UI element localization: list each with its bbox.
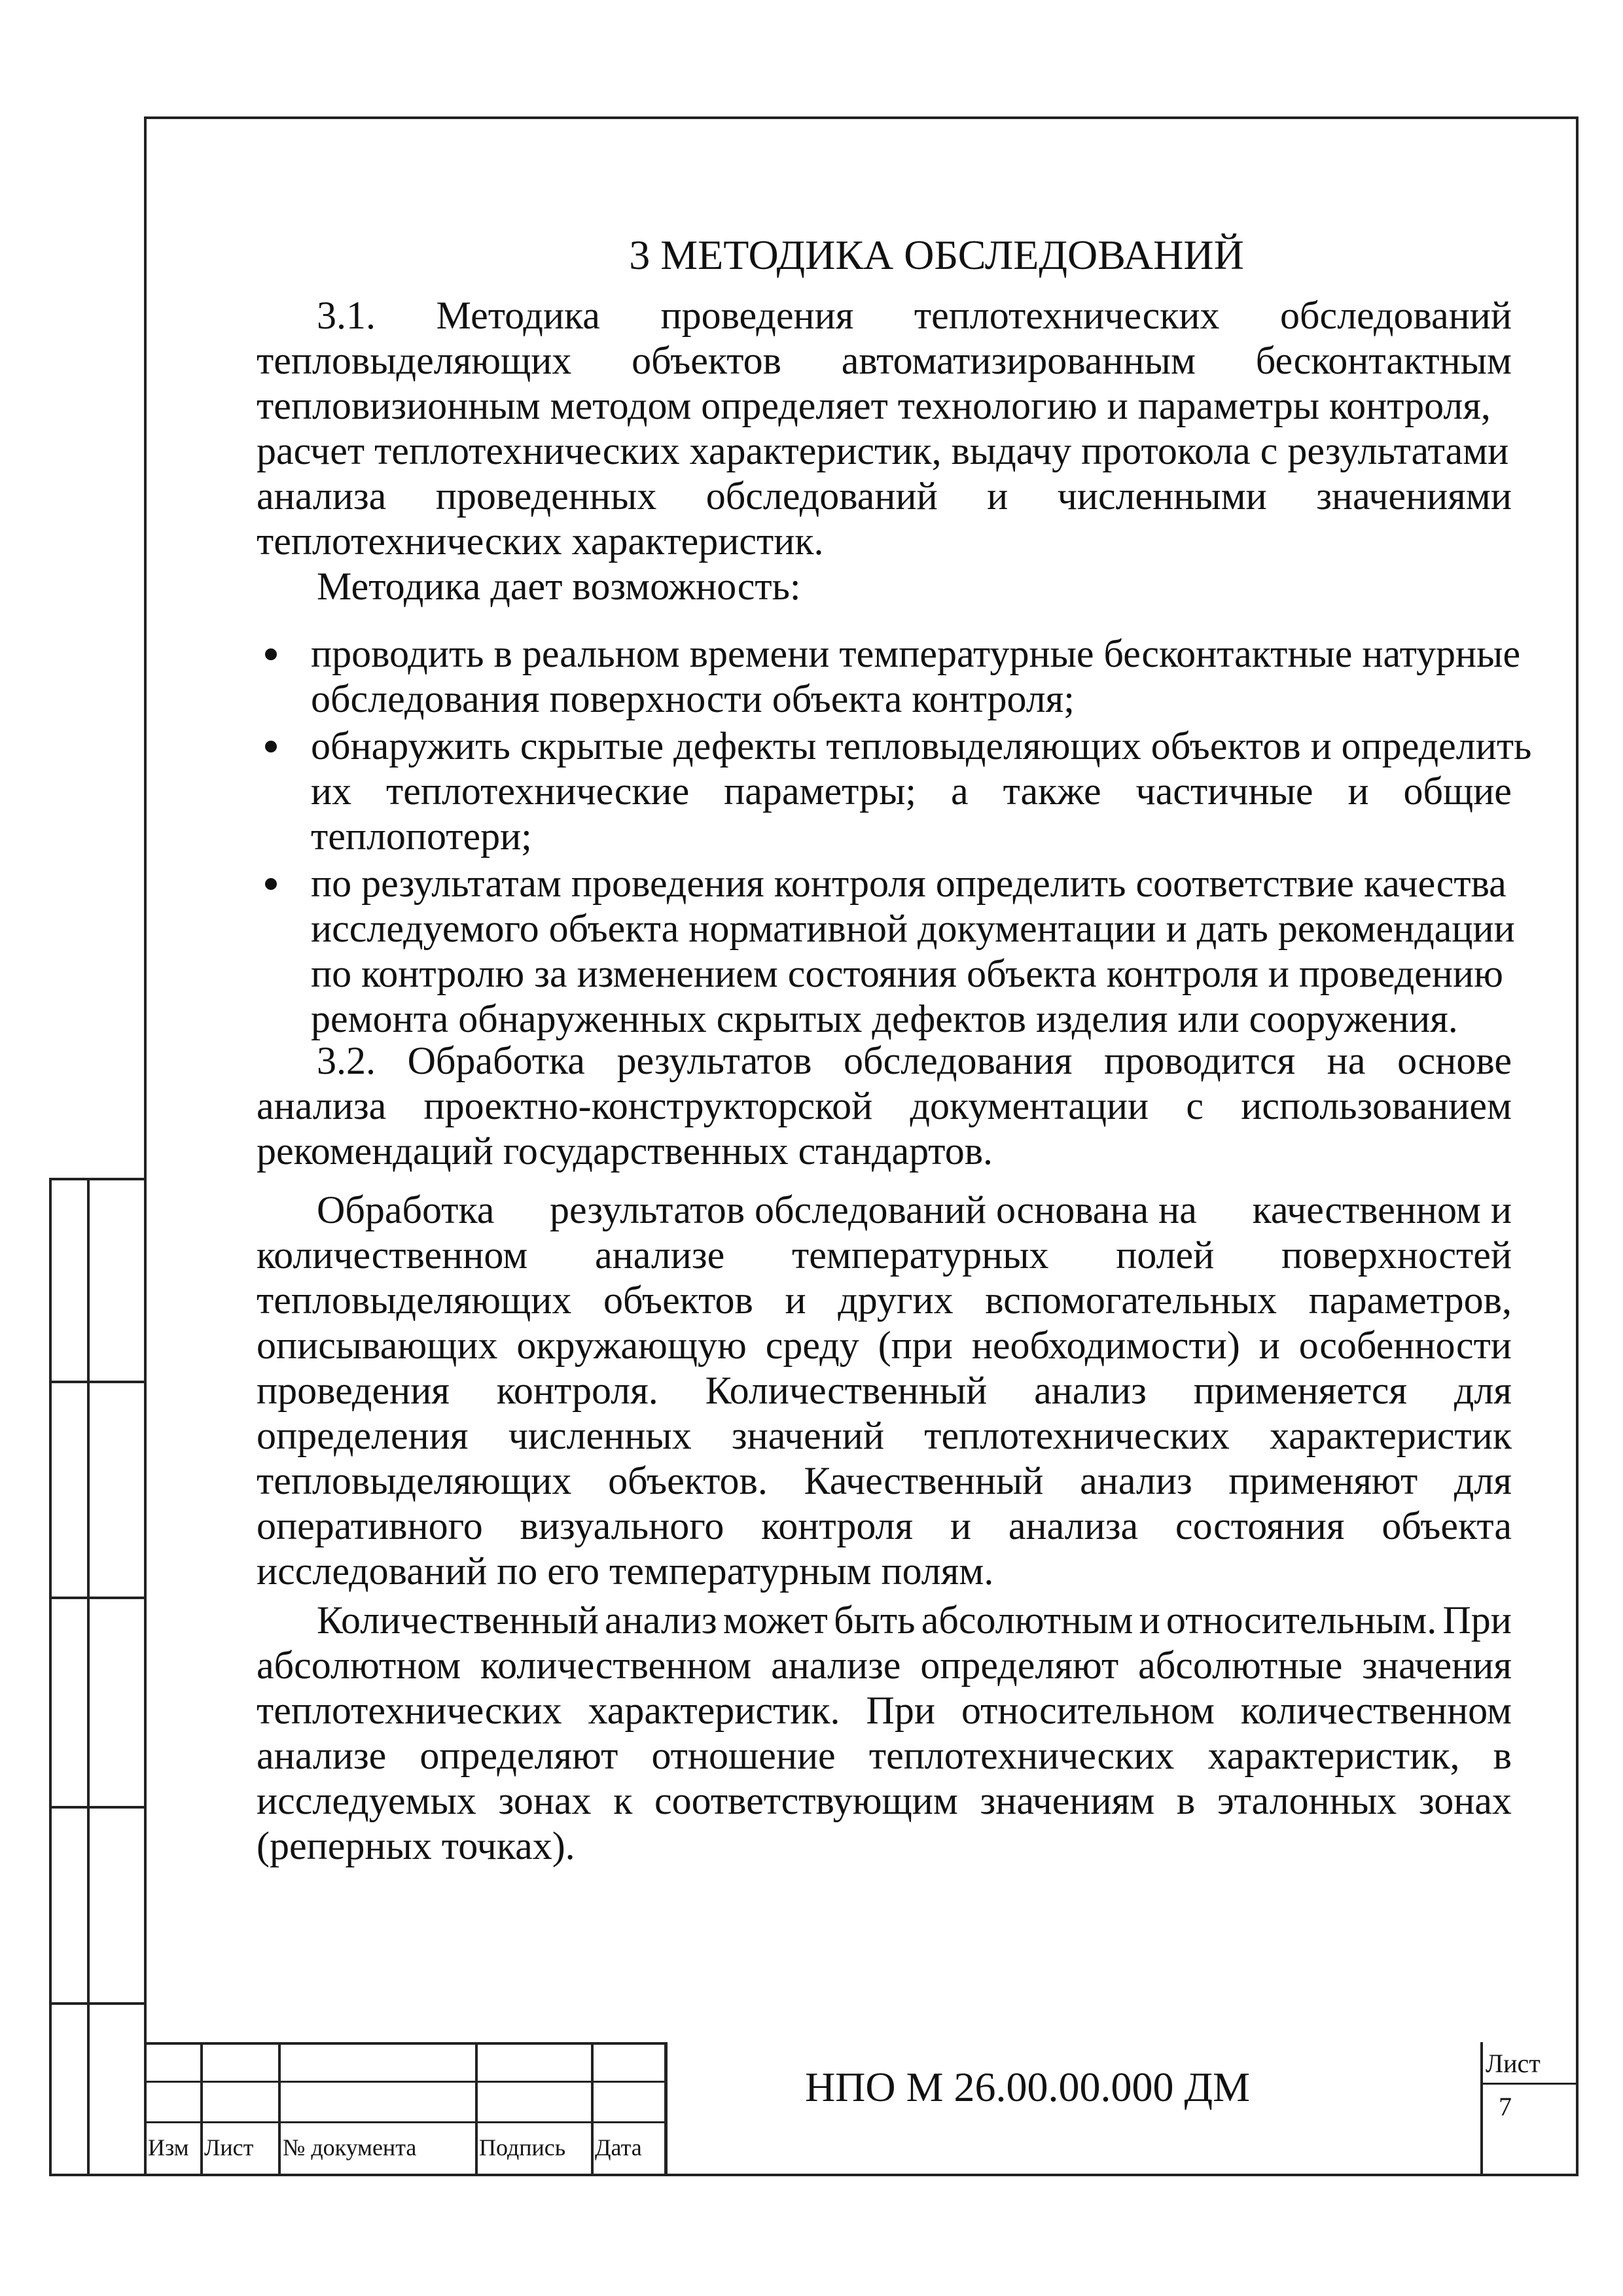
word: значениями [1316, 474, 1512, 518]
text-line: расчет теплотехнических характеристик, выдачу протокола с результатами [257, 429, 1509, 472]
text-line: исследований по его температурным полям. [257, 1549, 994, 1593]
word: теплотехнических [257, 1689, 562, 1732]
word: объекта [1382, 1504, 1512, 1547]
word: на [1327, 1039, 1366, 1082]
word: и [950, 1504, 972, 1547]
paragraph-processing [257, 1188, 1512, 1594]
word: автоматизированным [841, 339, 1196, 382]
text-line [257, 1778, 1512, 1824]
word: контроля [761, 1504, 914, 1547]
word: теплотехнических [924, 1414, 1230, 1457]
word: исследуемых [257, 1779, 476, 1822]
word: (при [878, 1324, 953, 1367]
word: значения [1362, 1644, 1512, 1687]
word: При [1442, 1598, 1512, 1642]
bullet-item [311, 861, 1515, 1042]
word: проектно-конструкторской [423, 1084, 873, 1127]
word: параметров, [1308, 1279, 1512, 1322]
word: отношение [651, 1734, 836, 1777]
word: других [838, 1279, 954, 1322]
word: визуального [520, 1504, 724, 1547]
word: определения [257, 1414, 469, 1457]
word: характеристик, [1207, 1734, 1460, 1777]
word: анализа [1008, 1504, 1139, 1547]
word: анализа [257, 1084, 387, 1127]
text-line: рекомендаций государственных стандартов. [257, 1129, 993, 1173]
word: количественном [480, 1644, 752, 1687]
word: тепловыделяющих [257, 339, 572, 382]
word: анализ [604, 1598, 717, 1642]
word: При [866, 1689, 935, 1732]
word: их [311, 769, 352, 813]
text-line [257, 293, 1512, 338]
bullet-item [311, 724, 1532, 859]
word: абсолютные [1138, 1644, 1343, 1687]
bullet-dot [265, 741, 277, 752]
word: численных [508, 1414, 692, 1457]
word: определяют [920, 1644, 1119, 1687]
word: соответствующим [654, 1779, 958, 1822]
word: относительным. [1166, 1598, 1437, 1642]
word: 3.1. [317, 294, 376, 337]
text-line: обнаружить скрытые дефекты тепловыделяющих объектов и определить [311, 724, 1532, 768]
text-line: обследования поверхности объекта контроля; [311, 677, 1075, 720]
word: теплотехнические [386, 769, 690, 813]
text-line [257, 1504, 1512, 1549]
word: абсолютном [257, 1644, 461, 1687]
word: Количественный [317, 1598, 599, 1642]
word: качественном и [1252, 1188, 1512, 1231]
text-line [311, 769, 1512, 814]
document-code: НПО М 26.00.00.000 ДМ [804, 2064, 1251, 2110]
word: анализе [771, 1644, 901, 1687]
word: теплотехнических [868, 1734, 1175, 1777]
word: определяют [419, 1734, 618, 1777]
text-line: теплотехнических характеристик. [257, 520, 824, 563]
text-line [257, 1458, 1512, 1504]
word: проведения [660, 294, 854, 337]
word: для [1454, 1369, 1512, 1412]
column-date: Дата [595, 2134, 642, 2161]
text-line: исследуемого объекта нормативной документации и дать рекомендации [311, 907, 1515, 950]
word: и [1258, 1324, 1280, 1367]
word: особенности [1298, 1324, 1512, 1367]
word: бесконтактным [1255, 339, 1512, 382]
text-line: ремонта обнаруженных скрытых дефектов изделия или сооружения. [311, 997, 1458, 1040]
word: а [951, 769, 969, 813]
word: Количественный [705, 1369, 988, 1412]
text-line: тепловизионным методом определяет технологию и параметры контроля, [257, 384, 1491, 427]
text-line [257, 1278, 1512, 1323]
bullet-item [311, 631, 1521, 722]
text-line: проводить в реальном времени температурные бесконтактные натурные [311, 632, 1521, 675]
word: анализе [594, 1233, 725, 1277]
word: контроля. [496, 1369, 658, 1412]
word: объектов [603, 1279, 753, 1322]
word: и [1347, 769, 1369, 813]
word: Обработка [407, 1039, 585, 1082]
word: количественном [1240, 1689, 1512, 1732]
text-line [257, 338, 1512, 383]
text-line [257, 1598, 1512, 1643]
word: документации [910, 1084, 1149, 1127]
word: для [1454, 1459, 1512, 1502]
word: характеристик. [588, 1689, 840, 1732]
intro-line: Методика дает возможность: [317, 565, 801, 608]
word: состояния [1175, 1504, 1345, 1547]
word: в [1176, 1779, 1196, 1822]
word: относительном [961, 1689, 1215, 1732]
text-line [257, 474, 1512, 519]
word: окружающую [516, 1324, 747, 1367]
word: значений [731, 1414, 885, 1457]
word: и [987, 474, 1008, 518]
word: анализа [257, 474, 387, 518]
text-line [257, 1084, 1512, 1129]
text-line [257, 1643, 1512, 1688]
text-line [257, 1188, 1512, 1233]
word: основе [1397, 1039, 1512, 1082]
text-line [257, 1688, 1512, 1733]
text-line: (реперных точках). [257, 1824, 575, 1867]
word: использованием [1241, 1084, 1512, 1127]
word: в [1493, 1734, 1512, 1777]
word: объектов [632, 339, 781, 382]
word: Качественный [804, 1459, 1044, 1502]
word: поверхностей [1281, 1233, 1512, 1277]
text-line: по контролю за изменением состояния объекта контроля и проведению [311, 952, 1503, 995]
sheet-label: Лист [1486, 2049, 1541, 2078]
word: тепловыделяющих [257, 1279, 572, 1322]
word: анализ [1080, 1459, 1192, 1502]
word: теплотехнических [914, 294, 1220, 337]
column-list: Лист [204, 2134, 254, 2161]
word: характеристик [1270, 1414, 1512, 1457]
bullet-dot [265, 648, 277, 660]
word: эталонных [1217, 1779, 1397, 1822]
word: результатов обследований основана на [550, 1188, 1197, 1231]
text-line [257, 1413, 1512, 1458]
word: обследования [844, 1039, 1073, 1082]
word: тепловыделяющих [257, 1459, 572, 1502]
word: численными [1057, 474, 1267, 518]
word: частичные [1135, 769, 1313, 813]
text-line [257, 1323, 1512, 1368]
text-line: теплопотери; [311, 815, 532, 858]
section-heading: 3 МЕТОДИКА ОБСЛЕДОВАНИЙ [629, 232, 1244, 278]
word: зонах [498, 1779, 592, 1822]
side-stamp-columns [49, 1178, 144, 2176]
word: результатов [616, 1039, 812, 1082]
word: и [785, 1279, 806, 1322]
word: проведения [257, 1369, 450, 1412]
text-line [257, 1368, 1512, 1413]
word: абсолютным [921, 1598, 1133, 1642]
word: общие [1403, 769, 1512, 813]
word: обследований [705, 474, 938, 518]
paragraph-3-1 [257, 293, 1512, 564]
column-izm: Изм [148, 2134, 189, 2161]
text-line [257, 1038, 1512, 1084]
word: быть [834, 1598, 916, 1642]
word: с [1186, 1084, 1204, 1127]
word: анализ [1034, 1369, 1147, 1412]
paragraph-quantitative [257, 1598, 1512, 1869]
sheet-number: 7 [1499, 2092, 1512, 2121]
word: параметры; [724, 769, 917, 813]
word: и [1139, 1598, 1160, 1642]
word: зонах [1418, 1779, 1512, 1822]
word: применяется [1193, 1369, 1408, 1412]
word: температурных [792, 1233, 1049, 1277]
column-doc-no: № документа [283, 2134, 417, 2161]
word: анализе [257, 1734, 387, 1777]
column-signature: Подпись [479, 2134, 566, 2161]
word: проводится [1104, 1039, 1296, 1082]
word: обследований [1280, 294, 1512, 337]
word: Обработка [317, 1188, 495, 1231]
text-line [257, 1233, 1512, 1278]
paragraph-3-2 [257, 1038, 1512, 1174]
word: оперативного [257, 1504, 483, 1547]
word: 3.2. [317, 1039, 376, 1082]
word: среду [765, 1324, 859, 1367]
word: объектов. [608, 1459, 768, 1502]
word: описывающих [257, 1324, 498, 1367]
word: может [722, 1598, 828, 1642]
text-line: по результатам проведения контроля определить соответствие качества [311, 862, 1507, 905]
word: количественном [257, 1233, 528, 1277]
word: к [613, 1779, 633, 1822]
word: проведенных [435, 474, 657, 518]
word: вспомогательных [985, 1279, 1277, 1322]
bullet-dot [265, 878, 277, 890]
word: полей [1116, 1233, 1215, 1277]
capabilities-intro [257, 564, 1512, 609]
word: значениям [980, 1779, 1155, 1822]
word: также [1003, 769, 1101, 813]
word: применяют [1228, 1459, 1418, 1502]
word: Методика [436, 294, 600, 337]
word: необходимости) [971, 1324, 1240, 1367]
text-line [257, 1733, 1512, 1778]
